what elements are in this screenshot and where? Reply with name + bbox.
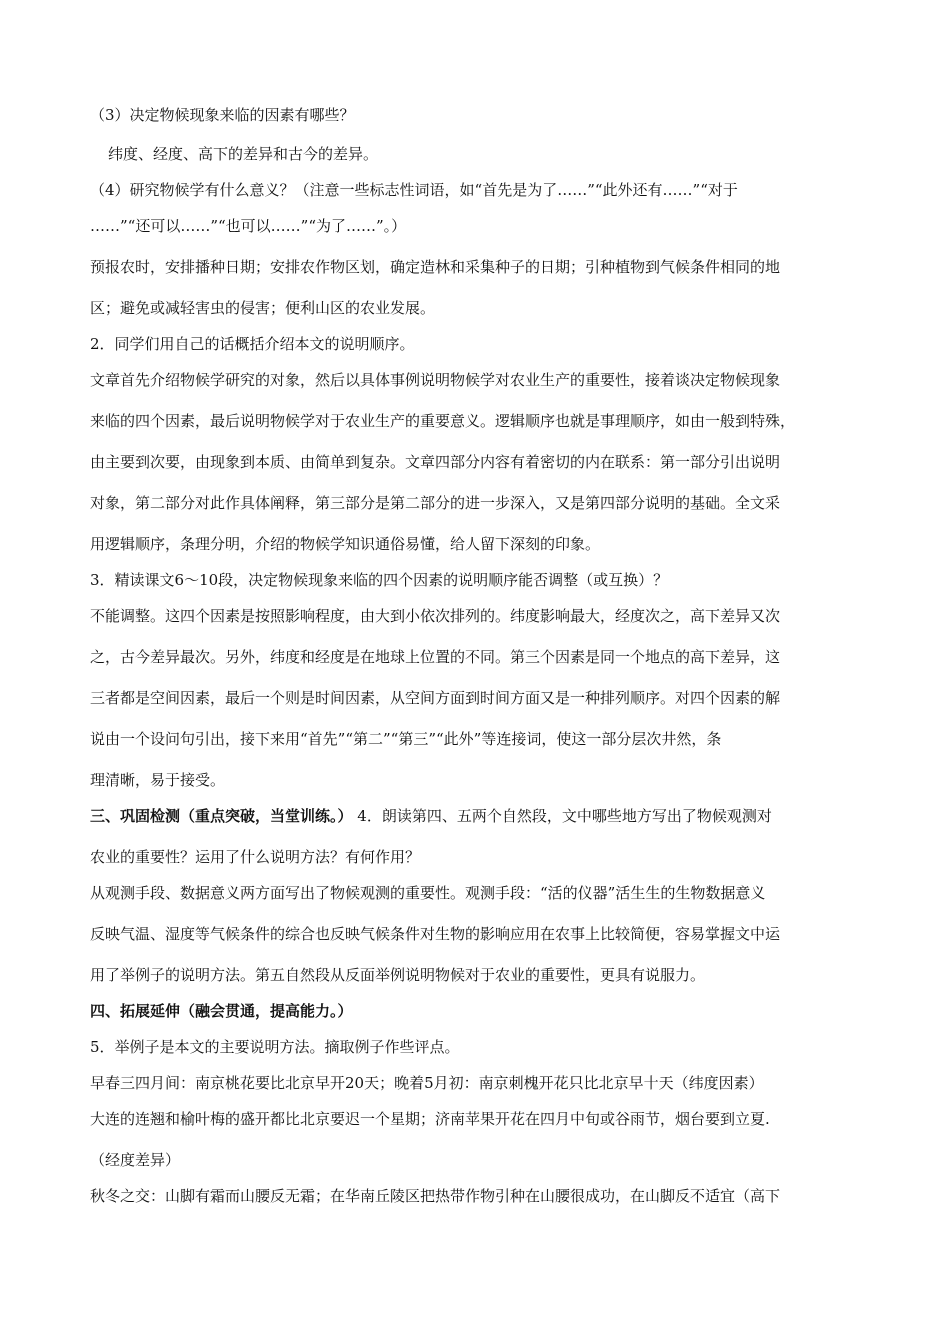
answer-4-line2: 区；避免或减轻害虫的侵害；便利山区的农业发展。 [90,299,436,317]
example-3: 秋冬之交：山脚有霜而山腰反无霜；在华南丘陵区把热带作物引种在山腰很成功，在山脚反不适宜（高下 [90,1187,781,1205]
answer-2-line2: 来临的四个因素，最后说明物候学对于农业生产的重要意义。逻辑顺序也就是事理顺序，如由一般到特殊， [90,412,796,430]
answer-2-line1: 文章首先介绍物候学研究的对象，然后以具体事例说明物候学对农业生产的重要性，接着谈决定物候现象 [90,371,781,389]
question-4-line2: ……”“还可以……”“也可以……”“为了……”。） [90,217,407,235]
answer-3b-line3: 三者都是空间因素，最后一个则是时间因素，从空间方面到时间方面又是一种排列顺序。对四个因素的解 [90,689,781,707]
answer-4b-line1: 从观测手段、数据意义两方面写出了物候观测的重要性。观测手段：“活的仪器”活生生的生物数据意义 [90,884,766,902]
question-4-line1: （4）研究物候学有什么意义？（注意一些标志性词语，如“首先是为了……”“此外还有……”“对于 [90,181,738,199]
answer-3: 纬度、经度、高下的差异和古今的差异。 [108,145,379,163]
example-2-note: （经度差异） [90,1151,181,1169]
answer-4b-line2: 反映气温、湿度等气候条件的综合也反映气候条件对生物的影响应用在农事上比较简便，容易掌握文中运 [90,925,781,943]
question-3: （3）决定物候现象来临的因素有哪些？ [90,106,355,124]
answer-4-line1: 预报农时，安排播种日期；安排农作物区划，确定造林和采集种子的日期；引种植物到气候条件相同的地 [90,258,781,276]
question-4b-line2: 农业的重要性？运用了什么说明方法？有何作用？ [90,848,421,866]
question-5: 5．举例子是本文的主要说明方法。摘取例子作些评点。 [90,1038,460,1056]
answer-2-line4: 对象，第二部分对此作具体阐释，第三部分是第二部分的进一步深入，又是第四部分说明的基础。全文采 [90,494,781,512]
answer-3b-line2: 之，古今差异最次。另外，纬度和经度是在地球上位置的不同。第三个因素是同一个地点的高下差异，这 [90,648,781,666]
question-2: 2．同学们用自己的话概括介绍本文的说明顺序。 [90,335,415,353]
example-1: 早春三四月间：南京桃花要比北京早开20天；晚着5月初：南京刺槐开花只比北京早十天（纬度因素） [90,1074,764,1092]
answer-2-line3: 由主要到次要，由现象到本质、由简单到复杂。文章四部分内容有着密切的内在联系：第一部分引出说明 [90,453,781,471]
answer-2-line5: 用逻辑顺序，条理分明，介绍的物候学知识通俗易懂，给人留下深刻的印象。 [90,535,601,553]
example-2: 大连的连翘和榆叶梅的盛开都比北京要迟一个星期；济南苹果开花在四月中旬或谷雨节，烟台要到立夏. [90,1110,770,1128]
answer-3b-line5: 理清晰，易于接受。 [90,771,226,789]
section-4-heading: 四、拓展延伸（融会贯通，提高能力。） [90,1002,353,1020]
section-3-heading-line [90,806,772,826]
answer-3b-line1: 不能调整。这四个因素是按照影响程度，由大到小依次排列的。纬度影响最大，经度次之，高下差异又次 [90,607,781,625]
section-3-heading: 三、巩固检测（重点突破，当堂训练。） [90,807,353,825]
question-4b-line1: 4．朗读第四、五两个自然段，文中哪些地方写出了物候观测对 [357,807,772,825]
answer-3b-line4: 说由一个设问句引出，接下来用“首先”“第二”“第三”“此外”等连接词，使这一部分层次井然，条 [90,730,722,748]
answer-4b-line3: 用了举例子的说明方法。第五自然段从反面举例说明物候对于农业的重要性，更具有说服力。 [90,966,706,984]
question-3b: 3．精读课文6～10段，决定物候现象来临的四个因素的说明顺序能否调整（或互换）？ [90,571,669,589]
